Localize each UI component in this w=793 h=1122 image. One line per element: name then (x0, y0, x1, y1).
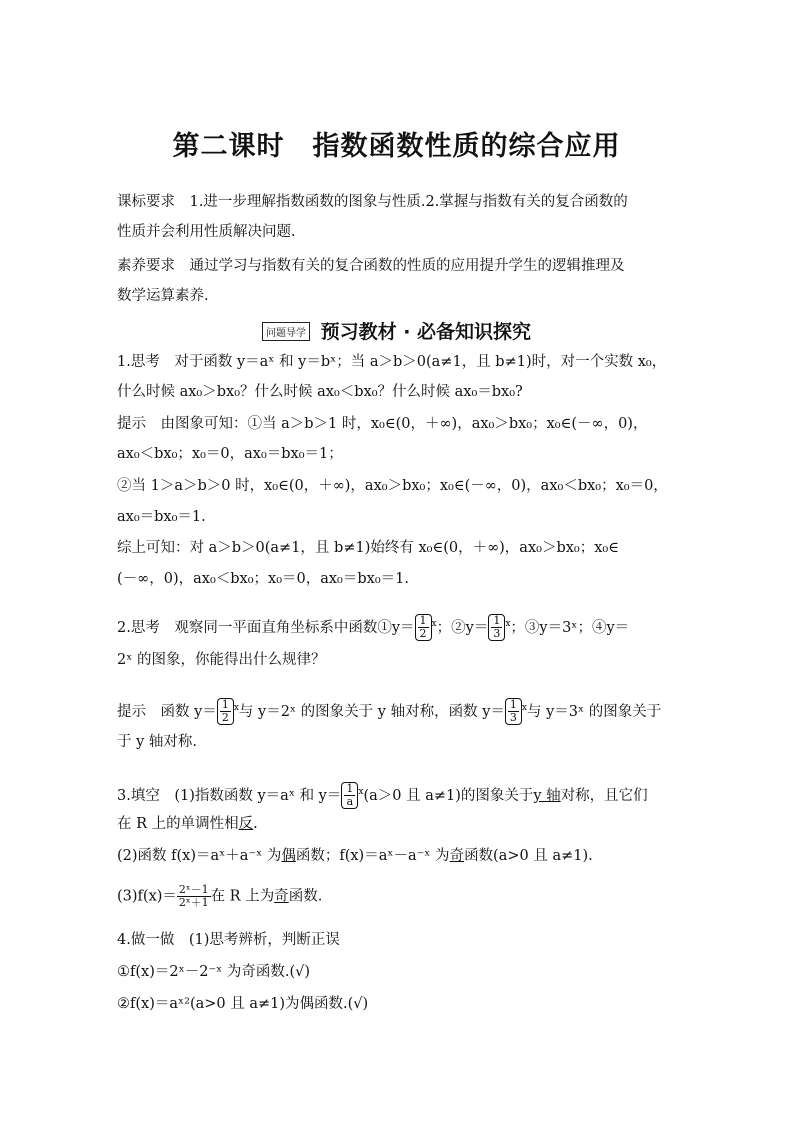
q1-line: 1.思考 对于函数 y＝aˣ 和 y＝bˣ；当 a＞b＞0(a≠1，且 b≠1)时，对一个实数 x₀， (117, 354, 667, 370)
section-header (0, 317, 793, 344)
fraction-one-over-a: $\frac{1}{a}$ (341, 782, 358, 809)
fraction-half: $\frac{1}{2}$ (415, 614, 432, 641)
q2-line: 于 y 轴对称. (117, 734, 198, 750)
q2-line: 2ˣ 的图象，你能得出什么规律？ (117, 652, 326, 668)
q4-line: ①f(x)＝2ˣ－2⁻ˣ 为奇函数.(√) (117, 964, 311, 980)
q1-line: ax₀＝bx₀＝1. (117, 509, 206, 525)
blank-answer: 反 (238, 816, 254, 832)
fraction-half: $\frac{1}{2}$ (217, 698, 234, 725)
q1-line: 提示 由图象可知：①当 a＞b＞1 时，x₀∈(0，＋∞)，ax₀＞bx₀；x₀∈(－∞，0)， (117, 416, 648, 432)
q3-line: 在 R 上的单调性相反. (117, 816, 258, 832)
blank-answer: 奇 (274, 888, 289, 905)
q1-line: (－∞，0)，ax₀＜bx₀；x₀＝0，ax₀＝bx₀＝1. (117, 571, 409, 587)
q1-line: ②当 1＞a＞b＞0 时，x₀∈(0，＋∞)，ax₀＞bx₀；x₀∈(－∞，0)，ax₀＜bx₀；x₀＝0， (117, 478, 668, 494)
page-title: 第二课时 指数函数性质的综合应用 (172, 131, 621, 162)
intro-line: 数学运算素养. (117, 288, 209, 304)
q3-line: (2)函数 f(x)＝aˣ＋a⁻ˣ 为偶函数；f(x)＝aˣ－a⁻ˣ 为奇函数(a>0 且 a≠1). (117, 848, 593, 864)
blank-answer: 偶 (281, 848, 296, 864)
q1-line: ax₀＜bx₀；x₀＝0，ax₀＝bx₀＝1； (117, 446, 343, 462)
q2-line: 2.思考 观察同一平面直角坐标系中函数①y＝ $\frac{1}{2}$ $^x$；②y＝ $\frac{1}{3}$ $^x$；③y＝3ˣ；④y＝ (117, 614, 630, 641)
q1-line: 什么时候 ax₀＞bx₀？什么时候 ax₀＜bx₀？什么时候 ax₀＝bx₀? (117, 384, 523, 400)
intro-line: 课标要求 1.进一步理解指数函数的图象与性质.2.掌握与指数有关的复合函数的 (117, 194, 628, 210)
fraction-third: $\frac{1}{3}$ (505, 698, 522, 725)
q3-line: 3.填空 (1)指数函数 y＝aˣ 和 y＝ $\frac{1}{a}$ $^x$(a＞0 且 a≠1)的图象关于y 轴对称，且它们 (117, 782, 648, 809)
q1-line: 综上可知：对 a＞b＞0(a≠1，且 b≠1)始终有 x₀∈(0，＋∞)，ax₀＞bx₀；x₀∈ (117, 540, 619, 556)
fraction-third: $\frac{1}{3}$ (488, 614, 505, 641)
q4-line: ②f(x)＝aˣ²(a>0 且 a≠1)为偶函数.(√) (117, 996, 369, 1012)
fraction-expression: $\frac{\text{2ˣ－1}}{\text{2ˣ＋1}}$ (178, 883, 209, 909)
section-title: 预习教材 · 必备知识探究 (320, 321, 532, 343)
intro-line: 性质并会利用性质解决问题. (117, 224, 296, 240)
blank-answer: 奇 (449, 848, 465, 864)
q4-line: 4.做一做 (1)思考辨析，判断正误 (117, 932, 340, 948)
intro-line: 素养要求 通过学习与指数有关的复合函数的性质的应用提升学生的逻辑推理及 (117, 258, 625, 274)
blank-answer: y 轴 (533, 787, 561, 804)
q3-line: (3)f(x)＝ $\frac{\text{2ˣ－1}}{\text{2ˣ＋1}}$ 在 R 上为奇函数. (117, 883, 323, 909)
section-tag: 问题导学 (262, 322, 310, 341)
q2-line: 提示 函数 y＝ $\frac{1}{2}$ $^x$与 y＝2ˣ 的图象关于 y 轴对称，函数 y＝ $\frac{1}{3}$ $^x$与 y＝3ˣ 的图象关于 (117, 698, 662, 725)
